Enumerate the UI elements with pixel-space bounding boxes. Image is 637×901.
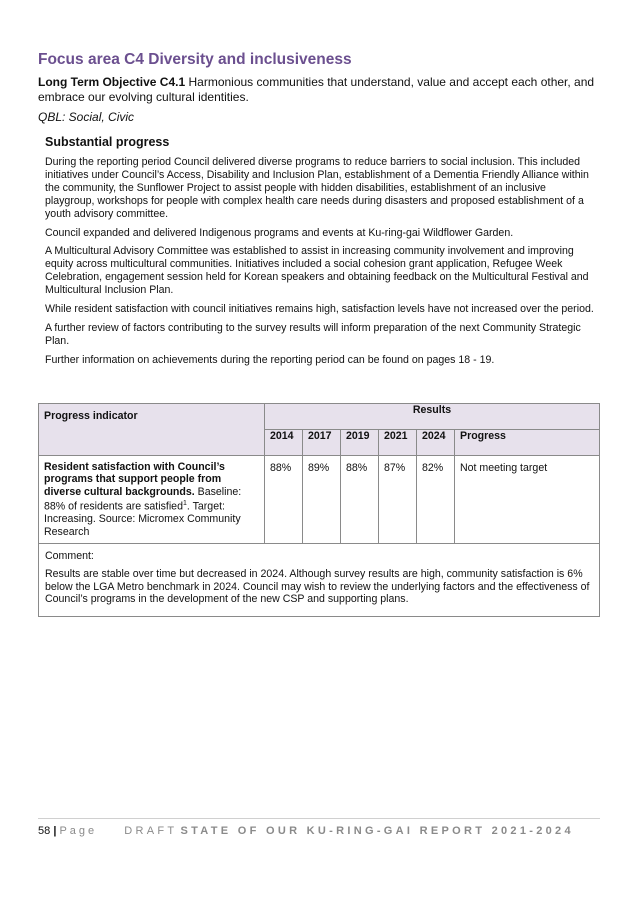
header-year-2014: 2014	[265, 430, 303, 456]
result-2024: 82%	[417, 456, 455, 544]
header-year-2024: 2024	[417, 430, 455, 456]
report-title: STATE OF OUR KU-RING-GAI REPORT 2021-2024	[180, 825, 574, 837]
page-label: Page	[59, 825, 98, 837]
indicator-target-source: . Target: Increasing. Source: Micromex Community Research	[44, 500, 241, 538]
indicator-description	[39, 456, 265, 544]
indicator-title: Resident satisfaction with Council’s programs that support people from diverse cultural backgrounds.	[44, 461, 225, 498]
footnote-marker: 1	[182, 500, 187, 508]
result-2017: 89%	[303, 456, 341, 544]
qbl-tag: QBL: Social, Civic	[38, 110, 135, 124]
comment-cell	[39, 543, 600, 616]
draft-label: DRAFT	[124, 825, 178, 837]
indicator-baseline: Baseline: 88% of residents are satisfied	[44, 485, 242, 513]
paragraph: While resident satisfaction with council initiatives remains high, satisfaction levels have not increased over the period.	[45, 303, 594, 316]
header-results: Results	[265, 404, 600, 430]
progress-section	[45, 135, 598, 367]
header-year-2021: 2021	[379, 430, 417, 456]
page-footer	[38, 818, 600, 837]
header-year-2019: 2019	[341, 430, 379, 456]
page-number: 58	[38, 825, 51, 837]
header-progress: Progress	[455, 430, 600, 456]
header-progress-indicator: Progress indicator	[39, 404, 265, 456]
result-2019: 88%	[341, 456, 379, 544]
page-content	[38, 50, 600, 373]
footer-separator: |	[53, 825, 57, 837]
paragraph: Further information on achievements during the reporting period can be found on pages 18 - 19.	[45, 353, 495, 366]
progress-status: Not meeting target	[455, 456, 600, 544]
result-2021: 87%	[379, 456, 417, 544]
comment-label: Comment:	[45, 549, 94, 562]
objective-text: Harmonious communities that understand, value and accept each other, and embrace our evolving cultural identities.	[38, 75, 595, 104]
progress-indicator-table	[38, 403, 600, 617]
objective-label: Long Term Objective C4.1	[38, 75, 186, 89]
progress-section-title: Substantial progress	[45, 135, 170, 149]
objective	[38, 75, 600, 104]
result-2014: 88%	[265, 456, 303, 544]
page-title: Focus area C4 Diversity and inclusiveness	[38, 51, 352, 68]
paragraph: A Multicultural Advisory Committee was established to assist in increasing community involvement and improving equity across multicultural communities. Initiatives included a social cohesion grant application, Refugee Week Celebration, engagement session held for Korean speakers and obtaining feedback on the Multicultural Festival and Multicultural Inclusion Plan.	[45, 245, 589, 297]
paragraph: Council expanded and delivered Indigenous programs and events at Ku-ring-gai Wildflower Garden.	[45, 226, 514, 239]
paragraph: During the reporting period Council delivered diverse programs to reduce barriers to social inclusion. This included initiatives under Council’s Access, Disability and Inclusion Plan, establishment of a Dementia Friendly Alliance within the community, the Sunflower Project to assist people with hidden disabilities, establishment of an inclusive playgroup, workshops for people with complex health care needs during disasters and proposed establishment of a youth advisory committee.	[45, 156, 589, 220]
header-year-2017: 2017	[303, 430, 341, 456]
paragraph: A further review of factors contributing to the survey results will inform preparation of the next Community Strategic Plan.	[45, 321, 581, 347]
comment-text: Results are stable over time but decreased in 2024. Although survey results are high, community satisfaction is 6% below the LGA Metro benchmark in 2024. Council may wish to review the underlying factors and the effectiveness of Council’s programs in the development of the new CSP and supporting plans.	[45, 568, 590, 606]
